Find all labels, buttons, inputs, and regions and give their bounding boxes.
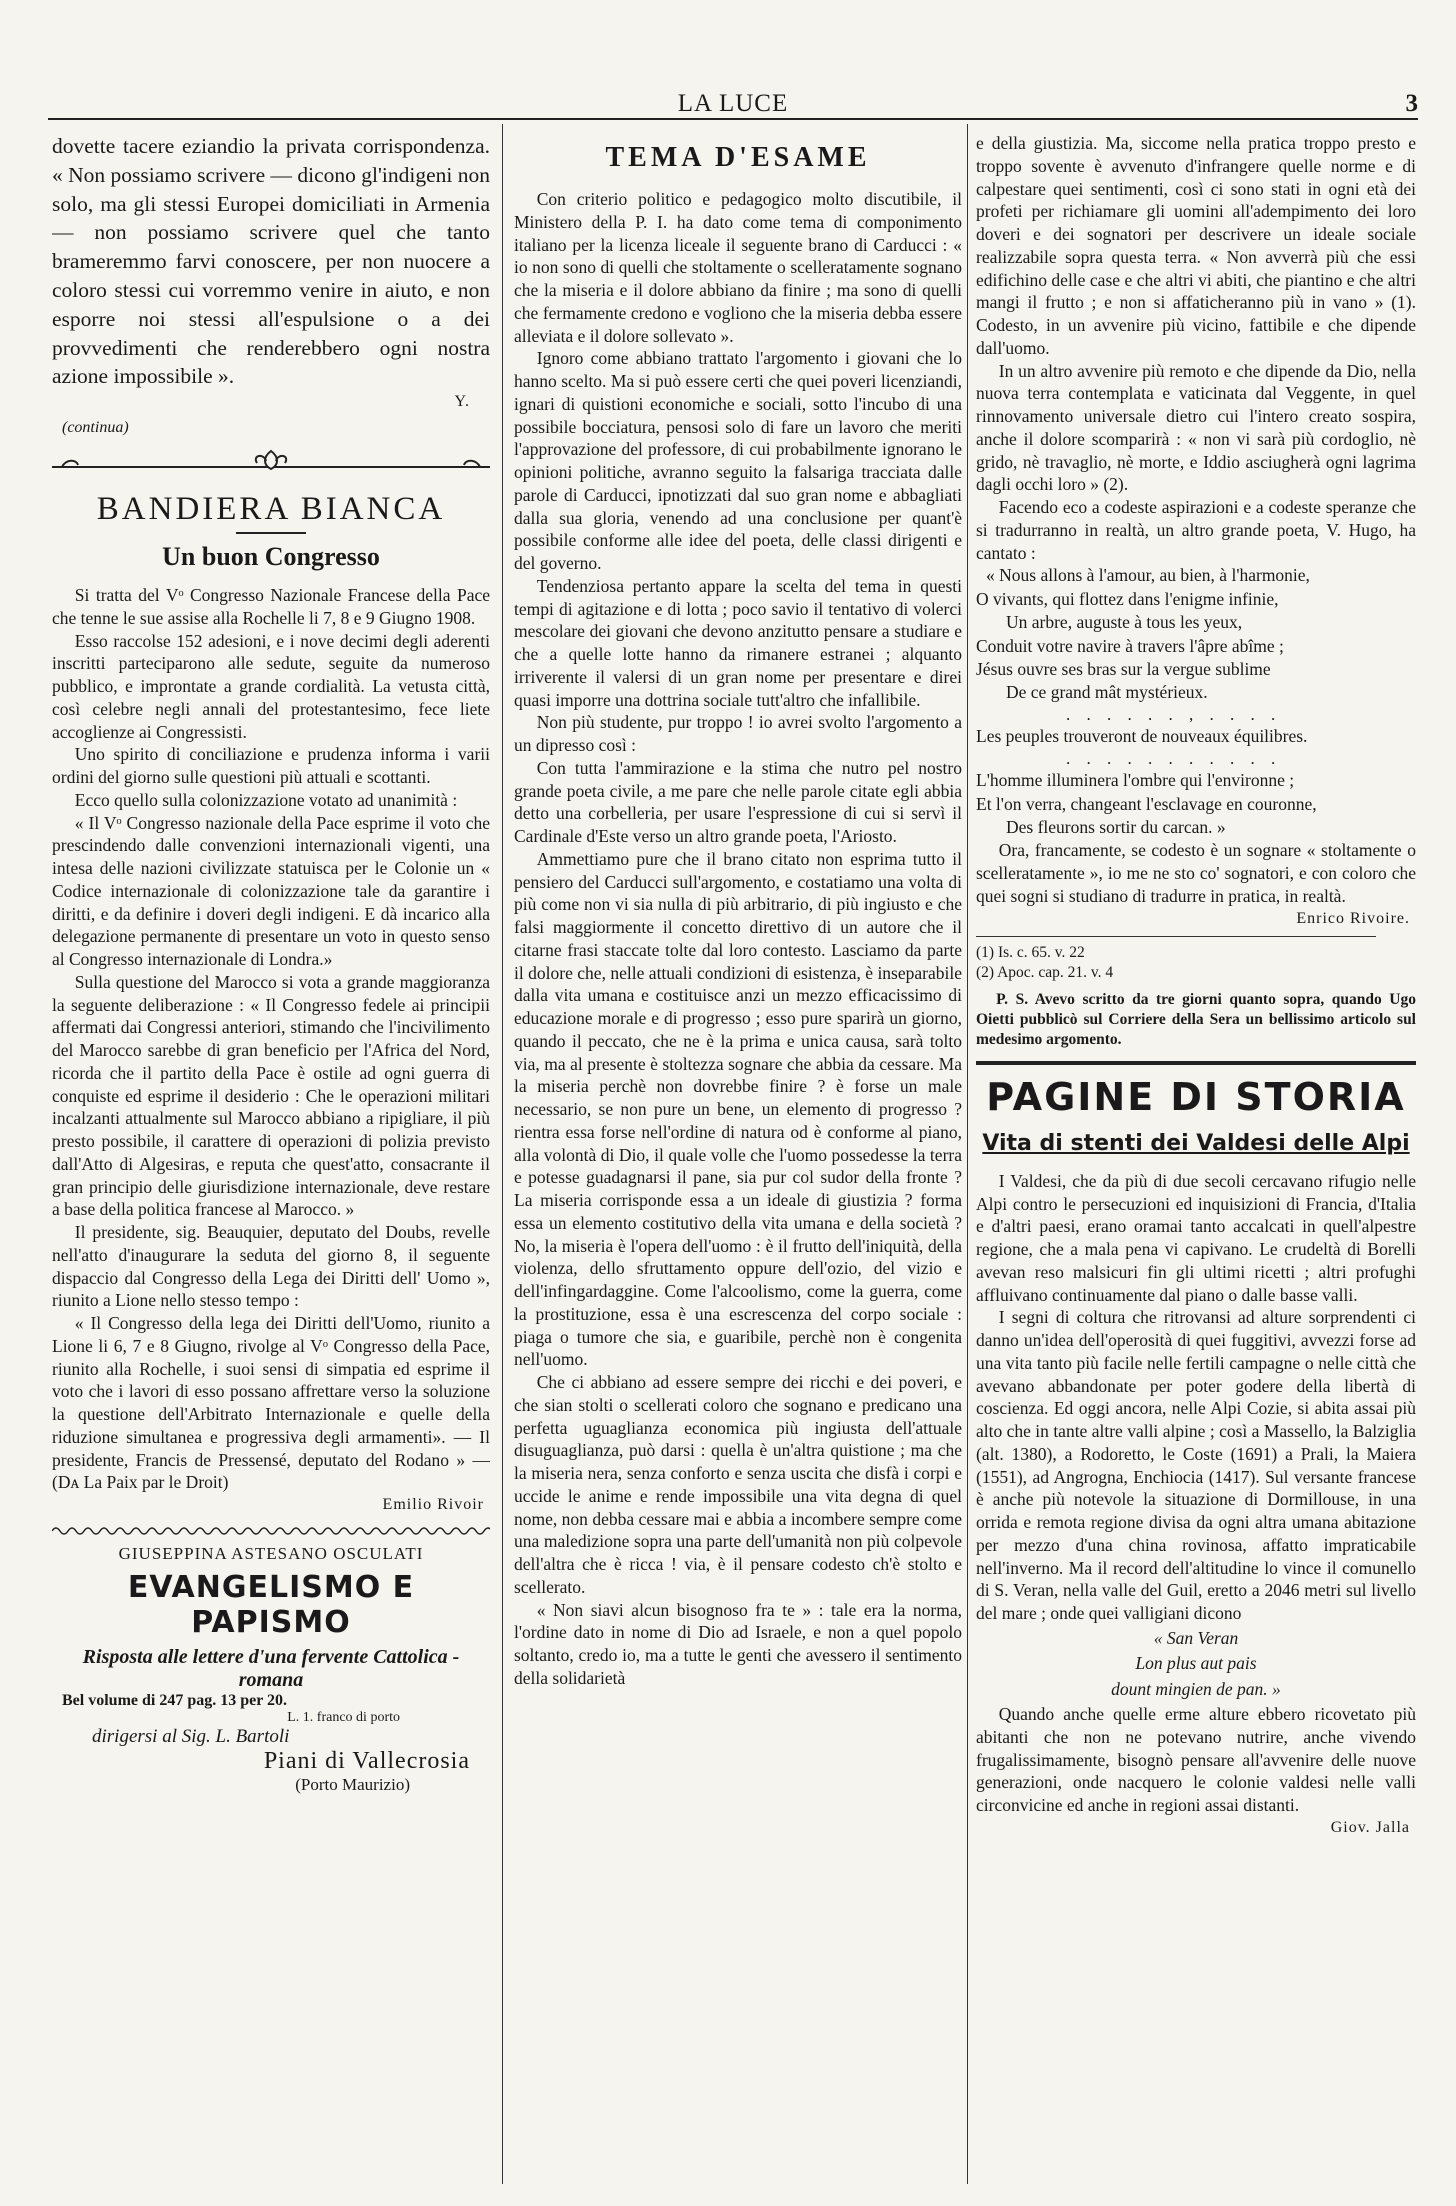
dialect-verse: Lon plus aut pais bbox=[1135, 1653, 1257, 1674]
article-paragraph: Tendenziosa pertanto appare la scelta del tema in questi tempi di agitazione e di lotta ; poco savio il tentativo di volerci mescolare dei giovani che devono anzitutto pensare a studiare e che a quelle lotte hanno da rimanere estranei ; alquanto irriverente il valersi di un gran nome per presentare e direi quasi imporre una dottrina sociale tutt'altro che infallibile. bbox=[514, 575, 962, 710]
article-signature: Enrico Rivoire. bbox=[1296, 909, 1410, 927]
poem-verse: Des fleurons sortir du carcan. » bbox=[1006, 816, 1226, 837]
article-paragraph: Facendo eco a codeste aspirazioni e a codeste speranze che si tradurranno in realtà, un altro grande poeta, V. Hugo, ha cantato : bbox=[976, 497, 1416, 563]
wavy-divider bbox=[52, 1524, 490, 1538]
article-signature: Emilio Rivoir bbox=[382, 1496, 484, 1514]
section-title-pagine: PAGINE DI STORIA bbox=[986, 1074, 1406, 1119]
ad-price: Bel volume di 247 pag. 13 per 20. bbox=[62, 1692, 288, 1710]
poem-verse: Les peuples trouveront de nouveaux équilibres. bbox=[976, 726, 1308, 747]
column-rule-2 bbox=[967, 124, 968, 2184]
column-3 bbox=[976, 132, 1416, 2172]
article-paragraph: Si tratta del Vᵒ Congresso Nazionale Francese della Pace che tenne le sue assise alla Rochelle li 7, 8 e 9 Giugno 1908. bbox=[52, 585, 490, 628]
ad-postage: L. 1. franco di porto bbox=[287, 1710, 400, 1726]
ad-place-2: (Porto Maurizio) bbox=[295, 1775, 410, 1795]
poem-verse: Et l'on verra, changeant l'esclavage en couronne, bbox=[976, 793, 1317, 814]
postscript: P. S. Avevo scritto da tre giorni quanto sopra, quando Ugo Oietti pubblicò sul Corriere della Sera un bellissimo articolo sul medesimo argomento. bbox=[976, 990, 1416, 1049]
article-paragraph: « Il Congresso della lega dei Diritti dell'Uomo, riunito a Lione li 6, 7 e 8 Giugno, rivolge al Vᵒ Congresso della Pace, riunito alla Rochelle, i suoi sensi di simpatia ed esprime il voto che i lavori di esso possano affrettare verso la soluzione la questione dell'Arbitrato Internazionale e quelle della riduzione simultanea e progressiva degli armamenti». — Il presidente, Francis de Pressensé, deputato del Rodano » — (Dᴀ La Paix par le Droit) bbox=[52, 1313, 490, 1493]
poem-verse: O vivants, qui flottez dans l'enigme infinie, bbox=[976, 588, 1279, 609]
fleuron-divider bbox=[52, 447, 490, 481]
footnote: (2) Apoc. cap. 21. v. 4 bbox=[976, 964, 1114, 982]
article-paragraph: Ammettiamo pure che il brano citato non esprima tutto il pensiero del Carducci sull'argomento, e costatiamo una volta di più come non vi sia nulla di più arbitrario, di più ingiusto e che falsi maggiormente il concetto direttivo di un autore che il citarne frasi staccate tolte dal loro contesto. Lasciamo da parte il dolore che, nelle attuali condizioni di esistenza, è inseparabile dalla vita umana e costituisce anzi un mezzo efficacissimo di educazione morale e di progresso ; esso pure sparirà un giorno, quando il peccato, che ne è la prima e unica causa, sarà tolto via, ma al presente è stoltezza sognare che abbia da cessare. Ma la miseria perchè non dovrebbe finire ? è forse un male necessario, se non pure un bene, un elemento di progresso ? rientra essa forse nell'ordine di natura od è conforme al piano, alla volontà di Dio, il quale volle che l'uomo possedesse la terra e potesse guadagnarsi il pane, sia pur col sudor della fronte ? La miseria corrisponde essa a un ideale di giustizia ? forma essa un elemento costitutivo della vita umana e della società ? No, la miseria è l'opera dell'uomo : è il frutto dell'iniquità, della violenza, dello sfruttamento oppure dell'ozio, del vizio e dell'infingardaggine. Come l'alcoolismo, come la guerra, come la prostituzione, essa è una escrescenza del corpo sociale : piaga o tumore che sia, e guaribile, perchè non è congenita nell'uomo. bbox=[514, 848, 962, 1370]
article-paragraph: I segni di coltura che ritrovansi ad alture sorprendenti ci danno un'idea dell'operosità di quei fuggitivi, avvezzi forse ad una vita tanto più facile nelle fertili campagne o nelle città che avevano abbandonate per poter godere della libertà di coscienza. Ed oggi ancora, nelle Alpi Cozie, si abita assai più alto che in tante altre valli alpine ; così a Massello, la Balziglia (alt. 1380), a Rodoretto, le Coste (1691) a Prali, la Maiera (1551), ad Angrogna, Enchiocia (1417). Sul versante francese è anche più notevole la situazione di Dormillouse, in una orrida e remota regione divisa da ogni altra umana abitazione per mezzo d'una china rovinosa, affatto impraticabile nell'inverno. Ma il record dell'altitudine lo vince il comunello di S. Veran, nella valle del Guil, eretto a 2046 metri sul livello del mare ; onde quei valligiani dicono bbox=[976, 1307, 1416, 1624]
article-paragraph: « Il Vᵒ Congresso nazionale della Pace esprime il voto che prescindendo dalle convenzioni internazionali vigenti, una intesa delle nazioni civilizzate statuisca per le Colonie un « Codice internazionale di colonizzazione tale da garantire i diritti, e da definire i doveri degli indigeni. E dà incarico alla delegazione permanente di presentare un voto in questo senso al Congresso internazionale di Londra.» bbox=[52, 812, 490, 970]
ellipsis-dots: . . . . . . . . . . . bbox=[1066, 748, 1282, 768]
ad-contact: dirigersi al Sig. L. Bartoli bbox=[92, 1726, 290, 1748]
ad-book-title: EVANGELISMO E PAPISMO bbox=[127, 1570, 415, 1641]
poem-verse: « Nous allons à l'amour, au bien, à l'harmonie, bbox=[986, 565, 1310, 586]
ad-place: Piani di Vallecrosia bbox=[263, 1748, 470, 1775]
poem-verse: Conduit votre navire à travers l'âpre abîme ; bbox=[976, 635, 1284, 656]
article-paragraph: Con tutta l'ammirazione e la stima che nutro pel nostro grande poeta civile, a me pare che nelle parole citate egli abbia detto una corbelleria, per usare l'espressione di cui si servì il Cardinale d'Este verso un altro grande poeta, l'Ariosto. bbox=[514, 757, 962, 846]
footnote: (1) Is. c. 65. v. 22 bbox=[976, 943, 1085, 961]
column-rule-1 bbox=[502, 124, 503, 2184]
poem-verse: De ce grand mât mystérieux. bbox=[1006, 682, 1208, 703]
article-paragraph: Esso raccolse 152 adesioni, e i nove decimi degli aderenti inscritti parteciparono alle sedute, seguite da numeroso pubblico, e improntate a grande cordialità. La vetusta città, così celebre negli annali del protestantesimo, fece liete accoglienze ai Congressisti. bbox=[52, 630, 490, 742]
article-paragraph: Ecco quello sulla colonizzazione votato ad unanimità : bbox=[74, 789, 458, 810]
article-paragraph: Che ci abbiano ad essere sempre dei ricchi e dei poveri, e che sian stolti o scellerati coloro che sognano e predicano una perfetta uguaglianza economica più ingiusta dell'attuale disuguaglianza, può darsi : quella è un'altra quistione ; ma che la miseria nera, senza conforto e senza uscita che disfà i corpi e uccide le anime e rende impossibile una vita degna di quel nome, non debba cessare mai e abbia a incombere sempre come una maledizione sopra una parte dell'umanità non più colpevole dell'altra che è ricca ! via, è il pensare codesto ch'è stolto e scellerato. bbox=[514, 1372, 962, 1597]
ellipsis-dots: . . . . . . , . . . . bbox=[1066, 704, 1282, 724]
article-signature: Giov. Jalla bbox=[1330, 1818, 1410, 1836]
article-paragraph: Sulla questione del Marocco si vota a grande maggioranza la seguente deliberazione : « Il Congresso fedele ai principii affermati dai Congressi anteriori, stimando che l'incivilimento del Marocco sarebbe di gran beneficio per l'Africa del Nord, ricorda che il partito della Pace è ostile ad ogni guerra di conquiste ed esprime il desiderio : Che le operazioni militari incalzanti attualmente sul Marocco abbiano a ripigliare, il più presto possibile, il carattere di operazioni di polizia previsto dall'Atto di Algesiras, e reputa che quest'atto, consacrante il gran principio delle giurisdizione internazionale, deve restare a base della politica francese al Marocco. » bbox=[52, 971, 490, 1220]
ad-author: GIUSEPPINA ASTESANO OSCULATI bbox=[118, 1544, 424, 1564]
title-rule bbox=[236, 532, 306, 534]
article-paragraph: Ignoro come abbiano trattato l'argomento i giovani che lo hanno scelto. Ma si può essere certi che quei poveri licenziandi, ignari di quistioni economiche e sociali, sotto l'incubo di una possibile bocciatura, pensosi solo di fare un lavoro che meriti l'approvazione del professore, di cui probabilmente ignorano le opinioni politiche, avranno seguito la falsariga tracciata dalle parole di Carducci, ipnotizzati dal suo gran nome e abbagliati dalla sua gloria, venendo ad una conclusione per quant'è possibile conforme alle idee del poeta, delle classi dirigenti e del governo. bbox=[514, 348, 962, 573]
ad-book-subtitle: Risposta alle lettere d'una fervente Cattolica - romana bbox=[82, 1646, 460, 1692]
newspaper-title: LA LUCE bbox=[677, 90, 789, 117]
poem-verse: Jésus ouvre ses bras sur la vergue sublime bbox=[976, 659, 1271, 679]
intro-paragraph: dovette tacere eziandio la privata corrispondenza. « Non possiamo scrivere — dicono gl'indigeni non solo, ma gli stessi Europei domiciliati in Armenia — non possiamo scrivere quel che tanto brameremmo farvi conoscere, per non nuocere a coloro stessi cui vorremmo venire in aiuto, e non esporre noi stessi all'espulsione o a dei provvedimenti che renderebbero ogni nostra azione impossibile ». bbox=[52, 134, 490, 389]
column-2 bbox=[514, 132, 962, 2172]
article-paragraph: Non più studente, pur troppo ! io avrei svolto l'argomento a un dipresso così : bbox=[514, 712, 962, 755]
article-paragraph: e della giustizia. Ma, siccome nella pratica troppo presto e troppo sovente è avvenuto d'infrangere quelle norme e di calpestare quei sentimenti, così ci sono stati in ogni età dei profeti per richiamare gli uomini all'adempimento dei loro doveri e dei sognatori per descrivere un ideale sociale realizzabile sopra questa terra. « Non avverrà più che essi edifichino delle case e che altri vi abiti, che piantino e che altri mangi il frutto ; e non si affaticheranno più in vano » (1). Codesto, in un avvenire più vicino, fattibile e che dipende dall'uomo. bbox=[976, 133, 1416, 358]
article-paragraph: I Valdesi, che da più di due secoli cercavano rifugio nelle Alpi contro le persecuzioni ed inquisizioni di Francia, d'Italia e d'altri paesi, erano oramai tanto accalcati in quell'alpestre regione, che a mala pena vi capivano. Le crudeltà di Borelli avevan reso malsicuri fin gli ultimi ricetti ; altri profughi affluivano continuamente dal piano o dalle basse valli. bbox=[976, 1170, 1416, 1305]
dialect-verse: dount mingien de pan. » bbox=[1111, 1678, 1281, 1699]
article-title-tema: TEMA D'ESAME bbox=[605, 142, 871, 173]
article-paragraph: Quando anche quelle erme alture ebbero ricovetato più abitanti che non ne potevano nutrire, anche vivendo frugalissimamente, bisognò pensare all'avvenire delle nuove generazioni, onde nacquero le colonie valdesi nelle valli circonvicine ed anche in regioni assai distanti. bbox=[976, 1704, 1416, 1816]
article-paragraph: Uno spirito di conciliazione e prudenza informa i varii ordini del giorno sulle questioni più attuali e scottanti. bbox=[52, 744, 490, 788]
article-paragraph: « Non siavi alcun bisognoso fra te » : tale era la norma, l'ordine dato in nome di Dio ad Israele, e non a quel popolo soltanto, credo io, ma a tutte le genti che avessero il sentimento della solidarietà bbox=[514, 1599, 962, 1688]
dialect-verse: « San Veran bbox=[1153, 1627, 1239, 1648]
poem-verse: Un arbre, auguste à tous les yeux, bbox=[1006, 612, 1243, 633]
section-subtitle: Vita di stenti dei Valdesi delle Alpi bbox=[982, 1130, 1410, 1156]
article-paragraph: Con criterio politico e pedagogico molto discutibile, il Ministero della P. I. ha dato come tema di componimento italiano per la licenza liceale il seguente brano di Carducci : « io non sono di quelli che stoltamente o scelleratamente sognano che la miseria e il dolore abbiano da finire ; ma sono di quelli che fermamente credono e vogliono che la miseria debba essere alleviata e il dolore sollevato ». bbox=[514, 189, 962, 346]
page-header bbox=[48, 88, 1418, 120]
article-paragraph: Il presidente, sig. Beauquier, deputato del Doubs, revelle nell'atto d'inaugurare la seduta del giorno 8, il seguente dispaccio dal Congresso della Lega dei Diritti dell' Uomo », riunito a Lione nello stesso tempo : bbox=[52, 1222, 490, 1311]
column-1 bbox=[52, 132, 490, 2172]
article-title-bandiera: BANDIERA BIANCA bbox=[96, 491, 446, 528]
section-rule bbox=[976, 1061, 1416, 1065]
article-paragraph: Ora, francamente, se codesto è un sognare « stoltamente o scelleratamente », io me ne sto co' sognatori, e con coloro che quei sogni si studiano di tradurre in pratica, in realtà. bbox=[976, 840, 1416, 906]
continua-note: (continua) bbox=[62, 419, 129, 437]
footnote-rule bbox=[976, 936, 1376, 937]
page-number: 3 bbox=[1405, 90, 1418, 117]
intro-signature: Y. bbox=[454, 393, 470, 411]
poem-verse: L'homme illuminera l'ombre qui l'environne ; bbox=[976, 770, 1295, 791]
article-paragraph: In un altro avvenire più remoto e che dipende da Dio, nella nuova terra contemplata e vaticinata dal Veggente, in quel rinnovamento universale dietro cui l'intero creato sospira, anche il dolore scomparirà : « non vi sarà più cordoglio, nè grido, nè travaglio, nè morte, e Iddio asciugherà ogni lagrima dagli occhi loro » (2). bbox=[976, 360, 1416, 495]
article-subtitle: Un buon Congresso bbox=[162, 542, 380, 572]
